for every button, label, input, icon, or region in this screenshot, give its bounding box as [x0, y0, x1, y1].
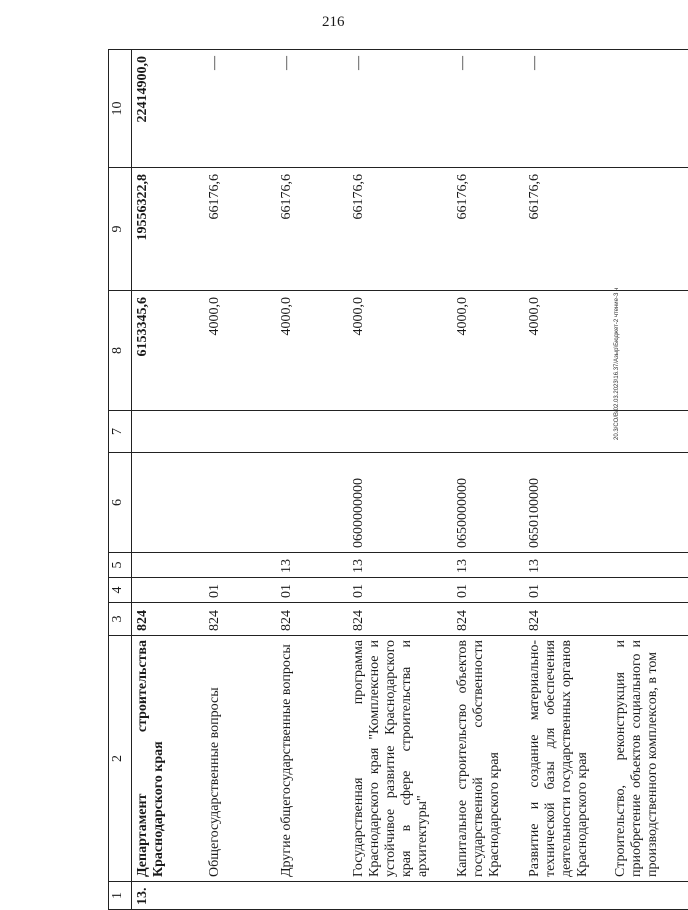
row-number	[348, 882, 452, 910]
amount-col-10: —	[276, 50, 348, 168]
amount-col-10: —	[204, 50, 276, 168]
row-name: Другие общегосударственные вопросы	[276, 636, 348, 882]
header-cell: 6	[109, 453, 132, 553]
code-subsection: 13	[524, 553, 610, 578]
header-cell: 10	[109, 50, 132, 168]
code-section	[610, 578, 688, 603]
row-number	[204, 882, 276, 910]
amount-col-8	[610, 291, 688, 411]
code-target	[276, 453, 348, 553]
code-subsection: 13	[348, 553, 452, 578]
table-row	[132, 50, 205, 910]
footer-document-code: 20.3/CO/B/02.03.2023\16.37/Азыр\Бюджет-2 чтение-3 ч	[614, 287, 620, 440]
amount-col-9: 66176,6	[276, 168, 348, 291]
code-expense-type	[524, 411, 610, 453]
code-subsection	[610, 553, 688, 578]
code-expense-type	[276, 411, 348, 453]
page-number: 216	[322, 14, 345, 30]
row-number: 13.	[132, 882, 205, 910]
code-target: 0650000000	[452, 453, 524, 553]
amount-col-10: —	[524, 50, 610, 168]
table-row	[276, 50, 348, 910]
amount-col-8: 4000,0	[276, 291, 348, 411]
code-target: 0650100000	[524, 453, 610, 553]
row-name: Государственная программа Краснодарского края "Комплексное и устойчивое развитие Краснодарского края в сфере строительства и архитектуры"	[348, 636, 452, 882]
code-section: 01	[204, 578, 276, 603]
header-cell: 1	[109, 882, 132, 910]
code-expense-type	[610, 411, 688, 453]
header-cell: 9	[109, 168, 132, 291]
header-cell: 7	[109, 411, 132, 453]
code-expense-type	[132, 411, 205, 453]
code-target	[132, 453, 205, 553]
table-row	[452, 50, 524, 910]
amount-col-8: 6153345,6	[132, 291, 205, 411]
amount-col-10: —	[348, 50, 452, 168]
row-name: Строительство, реконструкция и приобретение объектов социального и производственного комплексов, в том	[610, 636, 688, 882]
table-row	[204, 50, 276, 910]
code-ministry: 824	[276, 603, 348, 636]
code-expense-type	[452, 411, 524, 453]
code-ministry: 824	[132, 603, 205, 636]
header-cell: 2	[109, 636, 132, 882]
amount-col-10: —	[452, 50, 524, 168]
amount-col-10	[610, 50, 688, 168]
amount-col-9: 66176,6	[348, 168, 452, 291]
code-ministry: 824	[524, 603, 610, 636]
header-cell: 3	[109, 603, 132, 636]
code-target	[204, 453, 276, 553]
code-ministry	[610, 603, 688, 636]
row-number	[276, 882, 348, 910]
code-section: 01	[524, 578, 610, 603]
code-section: 01	[348, 578, 452, 603]
amount-col-9	[610, 168, 688, 291]
code-expense-type	[204, 411, 276, 453]
table-header-row	[109, 50, 132, 910]
amount-col-8: 4000,0	[204, 291, 276, 411]
amount-col-8: 4000,0	[524, 291, 610, 411]
row-name: Развитие и создание материально-технической базы для обеспечения деятельности государственных органов Краснодарского края	[524, 636, 610, 882]
row-name: Департамент строительства Краснодарского края	[132, 636, 205, 882]
code-section: 01	[452, 578, 524, 603]
amount-col-8: 4000,0	[348, 291, 452, 411]
row-number	[452, 882, 524, 910]
header-cell: 8	[109, 291, 132, 411]
code-ministry: 824	[452, 603, 524, 636]
table-row	[348, 50, 452, 910]
amount-col-8: 4000,0	[452, 291, 524, 411]
code-target	[610, 453, 688, 553]
code-subsection: 13	[452, 553, 524, 578]
amount-col-9: 66176,6	[452, 168, 524, 291]
budget-table	[108, 49, 688, 910]
amount-col-9: 66176,6	[524, 168, 610, 291]
code-subsection	[204, 553, 276, 578]
code-subsection	[132, 553, 205, 578]
code-subsection: 13	[276, 553, 348, 578]
row-name: Капитальное строительство объектов государственной собственности Краснодарского края	[452, 636, 524, 882]
header-cell: 4	[109, 578, 132, 603]
row-name: Общегосударственные вопросы	[204, 636, 276, 882]
row-number	[524, 882, 610, 910]
code-ministry: 824	[348, 603, 452, 636]
amount-col-10: 22414900,0	[132, 50, 205, 168]
amount-col-9: 66176,6	[204, 168, 276, 291]
code-section: 01	[276, 578, 348, 603]
table-row	[610, 50, 688, 910]
code-section	[132, 578, 205, 603]
header-cell: 5	[109, 553, 132, 578]
code-expense-type	[348, 411, 452, 453]
code-ministry: 824	[204, 603, 276, 636]
table-row	[524, 50, 610, 910]
code-target: 0600000000	[348, 453, 452, 553]
amount-col-9: 19556322,8	[132, 168, 205, 291]
row-number	[610, 882, 688, 910]
